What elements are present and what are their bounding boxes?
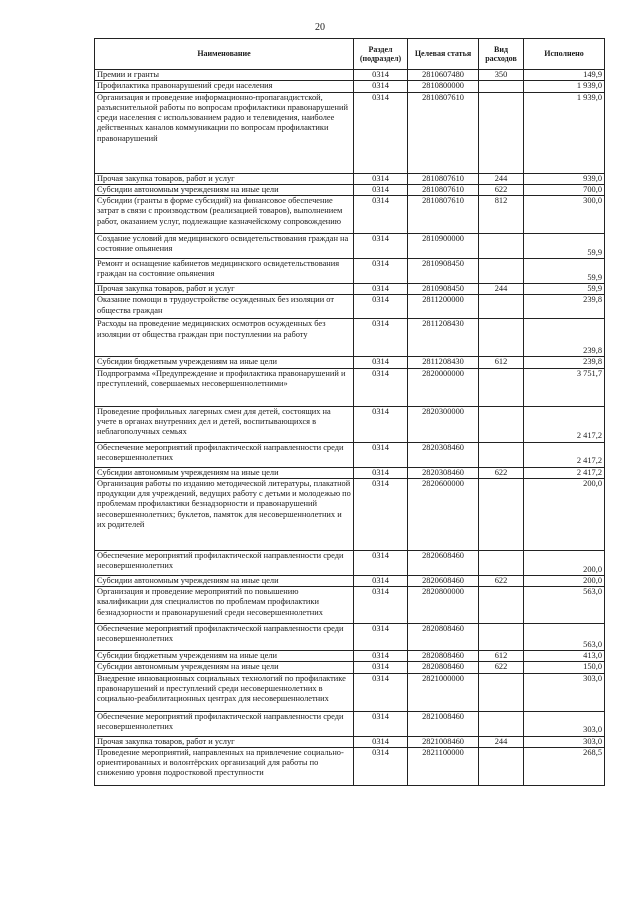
- table-row: [95, 173, 605, 184]
- row-type: [479, 234, 524, 259]
- table-row: [95, 711, 605, 736]
- row-type: [479, 295, 524, 319]
- row-section: 0314: [354, 81, 408, 92]
- row-article: 2810607480: [408, 70, 479, 81]
- table-row: [95, 736, 605, 747]
- row-article: 2811208430: [408, 357, 479, 368]
- row-name: Организация и проведение мероприятий по повышению квалификации для специалистов по проблемам профилактики безнадзорности и правонарушений среди несовершеннолетних: [95, 587, 354, 624]
- row-section: 0314: [354, 406, 408, 442]
- table-row: [95, 442, 605, 467]
- table-row: [95, 673, 605, 711]
- row-executed: 150,0: [524, 662, 605, 673]
- table-row: [95, 651, 605, 662]
- row-article: 2811208430: [408, 319, 479, 357]
- row-executed: 149,9: [524, 70, 605, 81]
- row-article: 2820608460: [408, 550, 479, 575]
- row-executed: 59,9: [524, 284, 605, 295]
- row-name: Прочая закупка товаров, работ и услуг: [95, 284, 354, 295]
- row-article: 2820808460: [408, 662, 479, 673]
- row-type: [479, 92, 524, 173]
- row-type: [479, 406, 524, 442]
- row-article: 2820308460: [408, 467, 479, 478]
- row-executed: 563,0: [524, 624, 605, 651]
- row-name: Субсидии автономным учреждениям на иные цели: [95, 575, 354, 586]
- row-name: Субсидии автономным учреждениям на иные цели: [95, 662, 354, 673]
- table-row: [95, 662, 605, 673]
- row-type: 622: [479, 662, 524, 673]
- row-type: [479, 550, 524, 575]
- row-name: Проведение профильных лагерных смен для детей, состоящих на учете в органах внутренних дел и детей, воспитывающихся в неблагополучных семьях: [95, 406, 354, 442]
- row-section: 0314: [354, 368, 408, 406]
- row-name: Подпрограмма «Предупреждение и профилактика правонарушений и преступлений, совершаемых несовершеннолетними»: [95, 368, 354, 406]
- row-section: 0314: [354, 284, 408, 295]
- row-section: 0314: [354, 259, 408, 284]
- row-name: Обеспечение мероприятий профилактической направленности среди несовершеннолетних: [95, 442, 354, 467]
- row-section: 0314: [354, 357, 408, 368]
- row-name: Прочая закупка товаров, работ и услуг: [95, 736, 354, 747]
- row-type: [479, 587, 524, 624]
- table-row: [95, 81, 605, 92]
- row-name: Профилактика правонарушений среди населения: [95, 81, 354, 92]
- row-executed: 239,8: [524, 295, 605, 319]
- row-executed: 300,0: [524, 196, 605, 234]
- row-executed: 939,0: [524, 173, 605, 184]
- table-row: [95, 624, 605, 651]
- row-section: 0314: [354, 673, 408, 711]
- row-type: 244: [479, 284, 524, 295]
- row-name: Прочая закупка товаров, работ и услуг: [95, 173, 354, 184]
- row-article: 2821008460: [408, 736, 479, 747]
- row-executed: 2 417,2: [524, 406, 605, 442]
- row-section: 0314: [354, 711, 408, 736]
- row-type: [479, 478, 524, 550]
- header-type: Вид расходов: [479, 39, 524, 70]
- row-name: Создание условий для медицинского освидетельствования граждан на состояние опьянения: [95, 234, 354, 259]
- row-name: Обеспечение мероприятий профилактической направленности среди несовершеннолетних: [95, 550, 354, 575]
- row-section: 0314: [354, 196, 408, 234]
- row-article: 2810908450: [408, 284, 479, 295]
- row-executed: 200,0: [524, 575, 605, 586]
- header-article: Целевая статья: [408, 39, 479, 70]
- page-number: 20: [315, 22, 325, 33]
- row-executed: 1 939,0: [524, 92, 605, 173]
- row-article: 2810807610: [408, 92, 479, 173]
- table-row: [95, 747, 605, 785]
- row-name: Субсидии автономным учреждениям на иные цели: [95, 467, 354, 478]
- row-type: [479, 442, 524, 467]
- row-type: [479, 319, 524, 357]
- row-section: 0314: [354, 736, 408, 747]
- row-article: 2821100000: [408, 747, 479, 785]
- row-name: Ремонт и оснащение кабинетов медицинского освидетельствования граждан на состояние опьянения: [95, 259, 354, 284]
- row-section: 0314: [354, 662, 408, 673]
- table-row: [95, 319, 605, 357]
- row-article: 2820000000: [408, 368, 479, 406]
- row-article: 2820600000: [408, 478, 479, 550]
- table-row: [95, 295, 605, 319]
- row-article: 2810807610: [408, 184, 479, 195]
- row-executed: 3 751,7: [524, 368, 605, 406]
- row-section: 0314: [354, 234, 408, 259]
- table-row: [95, 587, 605, 624]
- row-name: Обеспечение мероприятий профилактической направленности среди несовершеннолетних: [95, 711, 354, 736]
- row-section: 0314: [354, 184, 408, 195]
- row-section: 0314: [354, 747, 408, 785]
- row-section: 0314: [354, 575, 408, 586]
- row-section: 0314: [354, 624, 408, 651]
- row-executed: 59,9: [524, 259, 605, 284]
- row-section: 0314: [354, 173, 408, 184]
- row-type: [479, 711, 524, 736]
- row-name: Внедрение инновационных социальных технологий по профилактике правонарушений и преступлений среди несовершеннолетних в социально-реабилитационных центрах для несовершеннолетних: [95, 673, 354, 711]
- header-name: Наименование: [95, 39, 354, 70]
- row-article: 2810908450: [408, 259, 479, 284]
- row-executed: 239,8: [524, 319, 605, 357]
- row-type: [479, 624, 524, 651]
- row-type: 244: [479, 736, 524, 747]
- table-body: [95, 70, 605, 786]
- table-row: [95, 196, 605, 234]
- row-type: [479, 747, 524, 785]
- row-section: 0314: [354, 319, 408, 357]
- row-executed: 303,0: [524, 673, 605, 711]
- row-name: Субсидии автономным учреждениям на иные цели: [95, 184, 354, 195]
- row-executed: 303,0: [524, 736, 605, 747]
- row-section: 0314: [354, 70, 408, 81]
- row-type: 812: [479, 196, 524, 234]
- row-name: Субсидии бюджетным учреждениям на иные цели: [95, 651, 354, 662]
- row-article: 2810807610: [408, 196, 479, 234]
- table-row: [95, 406, 605, 442]
- row-article: 2820608460: [408, 575, 479, 586]
- table-row: [95, 478, 605, 550]
- table-row: [95, 70, 605, 81]
- row-type: [479, 673, 524, 711]
- row-executed: 268,5: [524, 747, 605, 785]
- table-row: [95, 234, 605, 259]
- row-executed: 700,0: [524, 184, 605, 195]
- row-name: Обеспечение мероприятий профилактической направленности среди несовершеннолетних: [95, 624, 354, 651]
- row-article: 2820808460: [408, 651, 479, 662]
- row-section: 0314: [354, 442, 408, 467]
- row-article: 2820300000: [408, 406, 479, 442]
- row-executed: 413,0: [524, 651, 605, 662]
- row-section: 0314: [354, 92, 408, 173]
- row-name: Субсидии бюджетным учреждениям на иные цели: [95, 357, 354, 368]
- row-type: 622: [479, 467, 524, 478]
- row-name: Оказание помощи в трудоустройстве осужденных без изоляции от общества граждан: [95, 295, 354, 319]
- row-executed: 200,0: [524, 550, 605, 575]
- row-type: [479, 81, 524, 92]
- row-article: 2820308460: [408, 442, 479, 467]
- table-row: [95, 368, 605, 406]
- header-section: Раздел (подраздел): [354, 39, 408, 70]
- table-row: [95, 467, 605, 478]
- row-section: 0314: [354, 587, 408, 624]
- row-article: 2820800000: [408, 587, 479, 624]
- row-type: 350: [479, 70, 524, 81]
- row-executed: 200,0: [524, 478, 605, 550]
- row-name: Расходы на проведение медицинских осмотров осужденных без изоляции от общества граждан при поступлении на работу: [95, 319, 354, 357]
- table-row: [95, 357, 605, 368]
- row-type: 612: [479, 651, 524, 662]
- row-name: Организация работы по изданию методической литературы, плакатной продукции для учреждений, ведущих работу с детьми и молодежью по проблемам профилактики безнадзорности и правонарушений несовершеннолетних; буклетов, памяток для несовершеннолетних и их родителей: [95, 478, 354, 550]
- table-row: [95, 550, 605, 575]
- budget-table: [94, 38, 605, 786]
- row-executed: 2 417,2: [524, 467, 605, 478]
- row-type: 244: [479, 173, 524, 184]
- table-row: [95, 259, 605, 284]
- row-type: 622: [479, 575, 524, 586]
- row-executed: 1 939,0: [524, 81, 605, 92]
- table-row: [95, 184, 605, 195]
- row-executed: 303,0: [524, 711, 605, 736]
- row-section: 0314: [354, 478, 408, 550]
- row-article: 2810800000: [408, 81, 479, 92]
- row-section: 0314: [354, 550, 408, 575]
- row-type: 612: [479, 357, 524, 368]
- row-article: 2810900000: [408, 234, 479, 259]
- row-executed: 239,8: [524, 357, 605, 368]
- row-type: 622: [479, 184, 524, 195]
- row-name: Проведение мероприятий, направленных на привлечение социально-ориентированных и волонтёрских организаций для работы по снижению уровня подростковой преступности: [95, 747, 354, 785]
- row-article: 2820808460: [408, 624, 479, 651]
- row-name: Субсидии (гранты в форме субсидий) на финансовое обеспечение затрат в связи с производством (реализацией товаров), выполнением работ, оказанием услуг, подлежащие казначейскому сопровождению: [95, 196, 354, 234]
- row-section: 0314: [354, 651, 408, 662]
- row-executed: 563,0: [524, 587, 605, 624]
- table-header: [95, 39, 605, 70]
- row-article: 2821000000: [408, 673, 479, 711]
- row-section: 0314: [354, 295, 408, 319]
- row-name: Премии и гранты: [95, 70, 354, 81]
- row-executed: 59,9: [524, 234, 605, 259]
- table-row: [95, 284, 605, 295]
- row-type: [479, 368, 524, 406]
- row-name: Организация и проведение информационно-пропагандистской, разъяснительной работы по вопросам профилактики правонарушений среди населения с использованием радио и телевидения, наиболее действенных каналов коммуникации по вопросам профилактики правонарушений: [95, 92, 354, 173]
- row-article: 2811200000: [408, 295, 479, 319]
- row-executed: 2 417,2: [524, 442, 605, 467]
- row-article: 2821008460: [408, 711, 479, 736]
- header-executed: Исполнено: [524, 39, 605, 70]
- row-type: [479, 259, 524, 284]
- table-row: [95, 575, 605, 586]
- table-row: [95, 92, 605, 173]
- row-article: 2810807610: [408, 173, 479, 184]
- row-section: 0314: [354, 467, 408, 478]
